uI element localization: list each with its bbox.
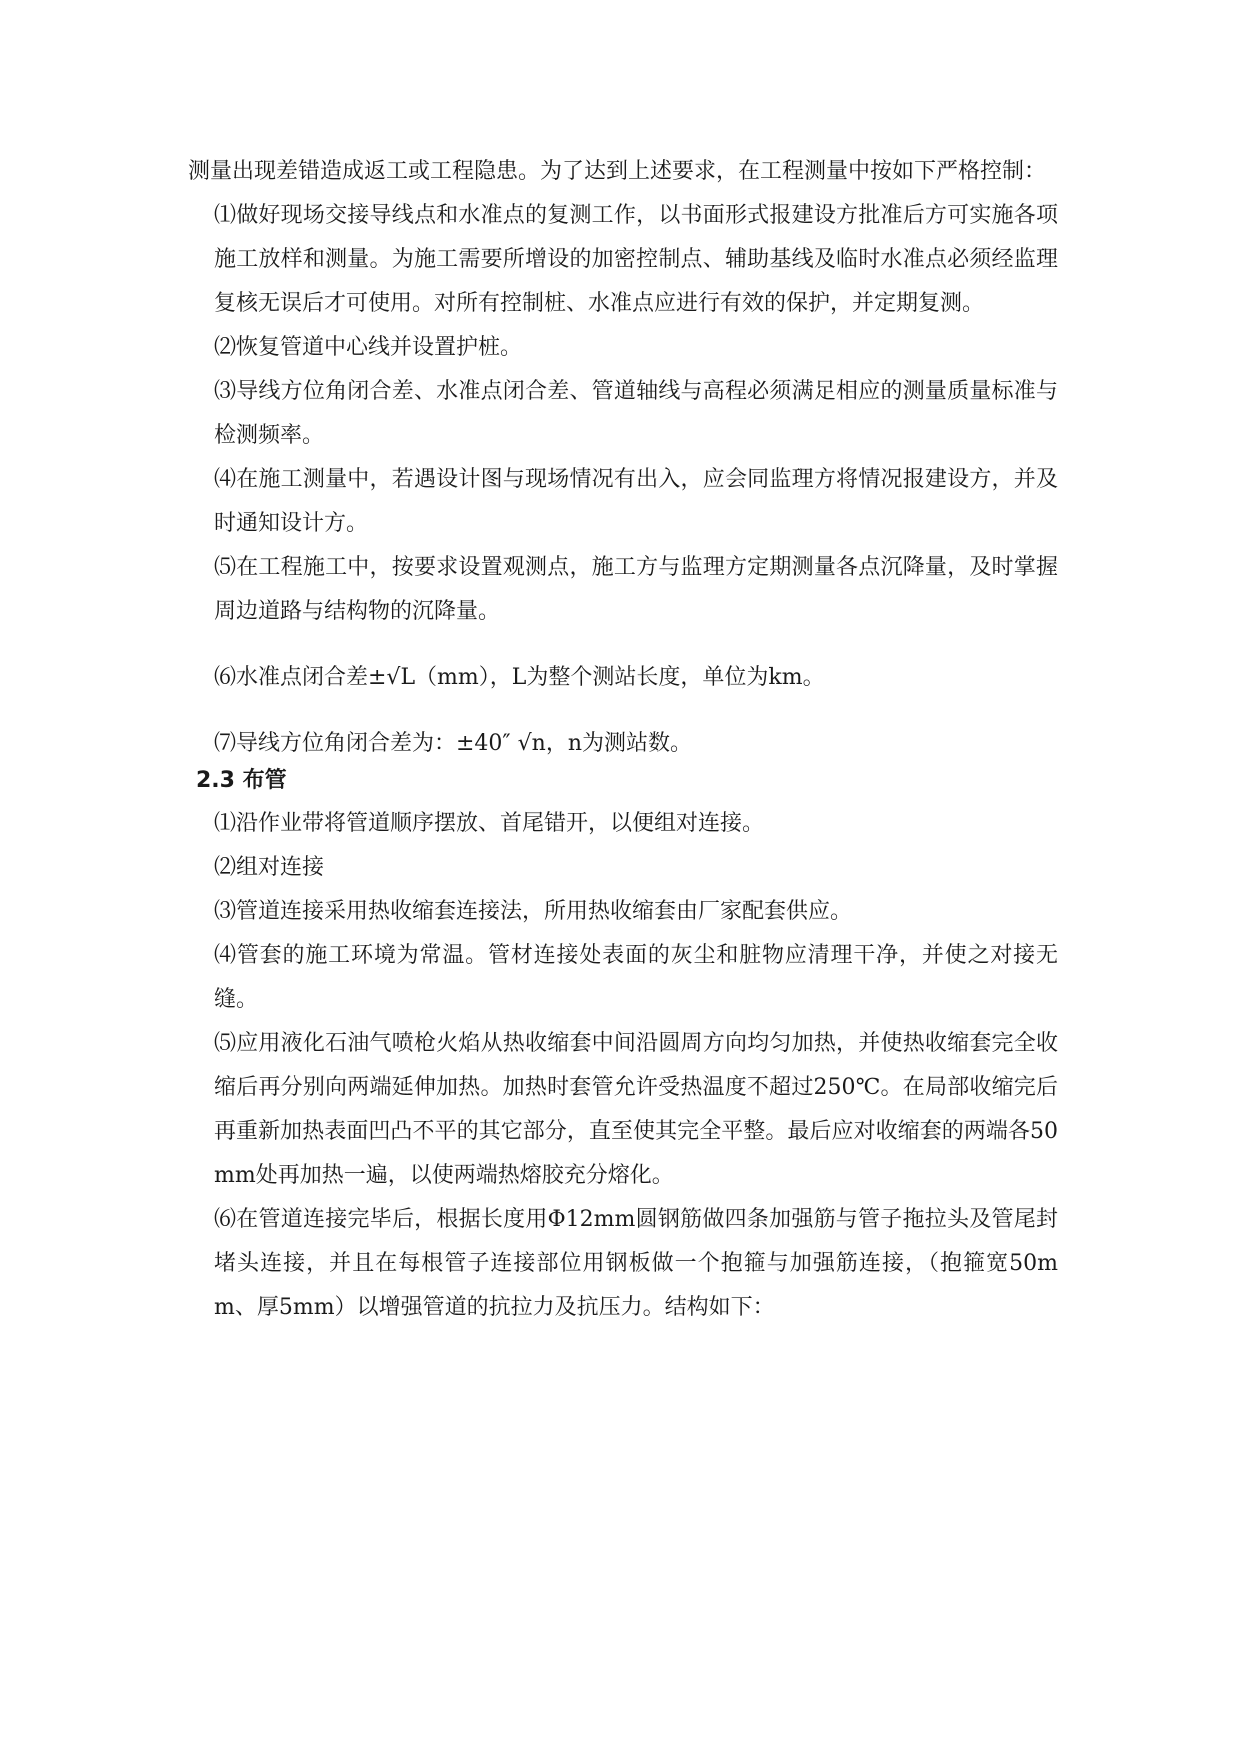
measurement-item-4: ⑷在施工测量中，若遇设计图与现场情况有出入，应会同监理方将情况报建设方，并及时通知设计方。 bbox=[214, 467, 1058, 536]
measurement-item-6: ⑹水准点闭合差±√L（mm），L为整个测站长度，单位为km。 bbox=[214, 665, 825, 690]
lead-paragraph: 测量出现差错造成返工或工程隐患。为了达到上述要求，在工程测量中按如下严格控制： bbox=[188, 159, 1047, 184]
pipe-item-4: ⑷管套的施工环境为常温。管材连接处表面的灰尘和脏物应清理干净，并使之对接无缝。 bbox=[214, 943, 1058, 1012]
pipe-item-2: ⑵组对连接 bbox=[214, 855, 325, 880]
pipe-item-1: ⑴沿作业带将管道顺序摆放、首尾错开，以便组对连接。 bbox=[214, 811, 765, 836]
pipe-item-3: ⑶管道连接采用热收缩套连接法，所用热收缩套由厂家配套供应。 bbox=[214, 899, 853, 924]
measurement-item-3: ⑶导线方位角闭合差、水准点闭合差、管道轴线与高程必须满足相应的测量质量标准与检测频率。 bbox=[214, 379, 1058, 448]
pipe-item-6: ⑹在管道连接完毕后，根据长度用Φ12mm圆钢筋做四条加强筋与管子拖拉头及管尾封堵头连接，并且在每根管子连接部位用钢板做一个抱箍与加强筋连接，（抱箍宽50mm、厚5mm）以增强管道的抗拉力及抗压力。结构如下： bbox=[214, 1207, 1058, 1320]
document-body bbox=[188, 150, 1058, 1330]
section-heading: 2.3 布管 bbox=[196, 768, 287, 793]
measurement-item-5: ⑸在工程施工中，按要求设置观测点，施工方与监理方定期测量各点沉降量，及时掌握周边道路与结构物的沉降量。 bbox=[214, 555, 1058, 624]
pipe-item-5: ⑸应用液化石油气喷枪火焰从热收缩套中间沿圆周方向均匀加热，并使热收缩套完全收缩后再分别向两端延伸加热。加热时套管允许受热温度不超过250℃。在局部收缩完后再重新加热表面凹凸不平的其它部分，直至使其完全平整。最后应对收缩套的两端各50mm处再加热一遍，以使两端热熔胶充分熔化。 bbox=[214, 1031, 1058, 1188]
measurement-item-1: ⑴做好现场交接导线点和水准点的复测工作，以书面形式报建设方批准后方可实施各项施工放样和测量。为施工需要所增设的加密控制点、辅助基线及临时水准点必须经监理复核无误后才可使用。对所有控制桩、水准点应进行有效的保护，并定期复测。 bbox=[214, 203, 1058, 316]
measurement-item-7: ⑺导线方位角闭合差为：±40″ √n，n为测站数。 bbox=[214, 731, 692, 756]
measurement-item-2: ⑵恢复管道中心线并设置护桩。 bbox=[214, 335, 523, 360]
